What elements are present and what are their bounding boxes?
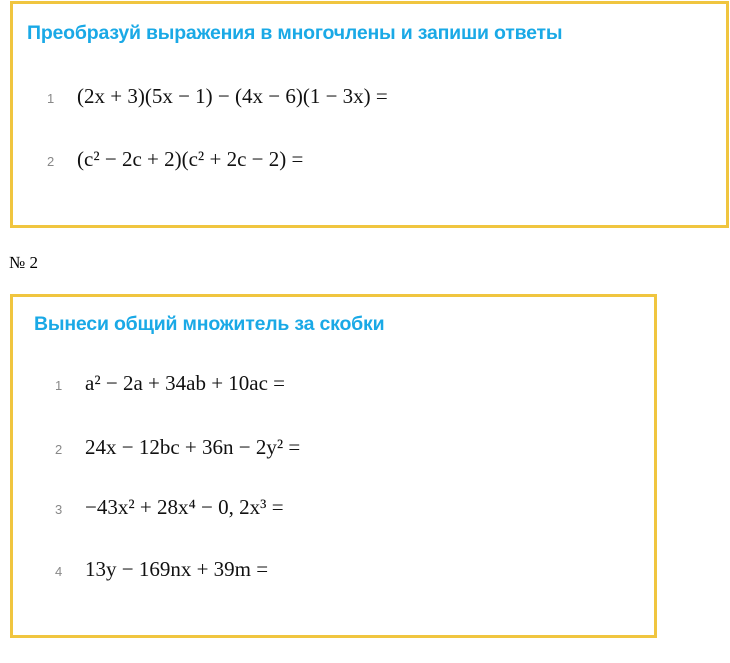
task-number: 2	[55, 442, 63, 457]
task-item	[47, 147, 303, 172]
task-expression: 13y − 169nx + 39m =	[85, 557, 269, 581]
task-expression: 24x − 12bc + 36n − 2y² =	[85, 435, 301, 459]
task-box-title: Преобразуй выражения в многочлены и запиши ответы	[27, 22, 563, 44]
task-number: 1	[55, 378, 63, 393]
task-number: 1	[47, 91, 55, 106]
task-box-common-factor	[10, 294, 657, 638]
task-expression: −43x² + 28x⁴ − 0, 2x³ =	[85, 495, 284, 519]
task-number: 4	[55, 564, 63, 579]
task-expression: (2x + 3)(5x − 1) − (4x − 6)(1 − 3x) =	[77, 84, 388, 108]
task-number: 3	[55, 502, 63, 517]
task-box-polynomials	[10, 1, 729, 228]
section-number: № 2	[9, 253, 38, 272]
task-item	[47, 84, 388, 109]
task-item	[55, 495, 284, 520]
task-item	[55, 557, 268, 582]
task-expression: a² − 2a + 34ab + 10ac =	[85, 371, 286, 395]
task-item	[55, 371, 285, 396]
task-number: 2	[47, 154, 55, 169]
task-box-title: Вынеси общий множитель за скобки	[34, 313, 385, 335]
task-item	[55, 435, 300, 460]
task-expression: (c² − 2c + 2)(c² + 2c − 2) =	[77, 147, 304, 171]
